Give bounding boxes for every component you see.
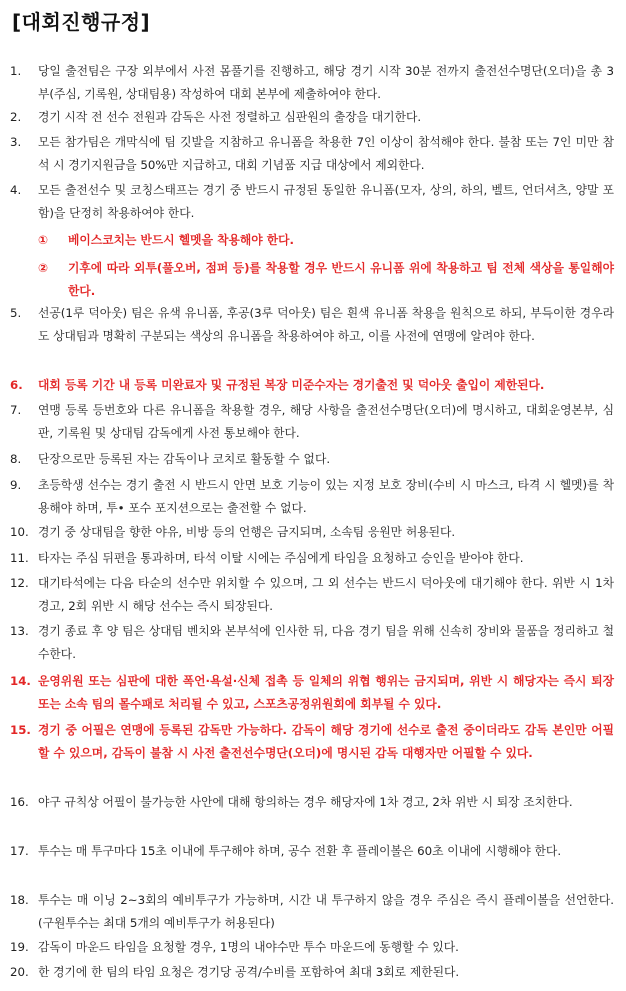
rule-number: 6. bbox=[10, 378, 23, 392]
rule-text: 모든 참가팀은 개막식에 팀 깃발을 지참하고 유니폼을 착용한 7인 이상이 참석해야 한다. 불참 또는 7인 미만 참석 시 경기지원금을 50%만 지급하고, 대회 기념품 지급 대상에서 제외한다. bbox=[38, 135, 614, 172]
rule-text: 선공(1루 덕아웃) 팀은 유색 유니폼, 후공(3루 덕아웃) 팀은 흰색 유니폼 착용을 원칙으로 하되, 부득이한 경우라도 상대팀과 명확히 구분되는 색상의 유니폼을 착용하여야 하고, 이를 사전에 연맹에 알려야 한다. bbox=[38, 306, 614, 343]
subrule-item-1 bbox=[38, 229, 614, 252]
rule-number: 10. bbox=[10, 525, 29, 539]
rule-item-12 bbox=[10, 572, 614, 618]
rule-number: 15. bbox=[10, 723, 31, 737]
rule-number: 4. bbox=[10, 183, 22, 197]
rule-text: 야구 규칙상 어필이 불가능한 사안에 대해 항의하는 경우 해당자에 1차 경고, 2차 위반 시 퇴장 조치한다. bbox=[38, 795, 573, 809]
rule-number: 2. bbox=[10, 110, 22, 124]
rule-number: 1. bbox=[10, 64, 22, 78]
rule-text: 운영위원 또는 심판에 대한 폭언·욕설·신체 접촉 등 일체의 위협 행위는 금지되며, 위반 시 해당자는 즉시 퇴장 또는 소속 팀의 몰수패로 처리될 수 있고, 스포츠공정위원회에 회부될 수 있다. bbox=[38, 674, 614, 711]
rule-item-6 bbox=[10, 374, 614, 397]
rule-item-8 bbox=[10, 448, 614, 471]
subrule-text: 기후에 따라 외투(풀오버, 점퍼 등)를 착용할 경우 반드시 유니폼 위에 착용하고 팀 전체 색상을 통일해야 한다. bbox=[68, 261, 614, 298]
rule-number: 5. bbox=[10, 306, 22, 320]
rule-number: 8. bbox=[10, 452, 22, 466]
rule-item-14 bbox=[10, 670, 614, 716]
page-title: [대회진행규정] bbox=[12, 10, 151, 34]
rule-number: 12. bbox=[10, 576, 29, 590]
rule-item-18 bbox=[10, 889, 614, 935]
rule-item-7 bbox=[10, 399, 614, 445]
rule-item-2 bbox=[10, 106, 614, 129]
rule-text: 경기 중 상대팀을 향한 야유, 비방 등의 언행은 금지되며, 소속팀 응원만 허용된다. bbox=[38, 525, 456, 539]
rule-item-15 bbox=[10, 719, 614, 765]
rule-text: 초등학생 선수는 경기 출전 시 반드시 안면 보호 기능이 있는 지정 보호 장비(수비 시 마스크, 타격 시 헬멧)를 착용해야 하며, 투• 포수 포지션으로는 출전할 수 없다. bbox=[38, 478, 614, 515]
rule-text: 단장으로만 등록된 자는 감독이나 코치로 활동할 수 없다. bbox=[38, 452, 331, 466]
rule-number: 14. bbox=[10, 674, 31, 688]
rule-text: 당일 출전팀은 구장 외부에서 사전 몸풀기를 진행하고, 해당 경기 시작 30분 전까지 출전선수명단(오더)을 총 3부(주심, 기록원, 상대팀용) 작성하여 대회 본부에 제출하여야 한다. bbox=[38, 64, 614, 101]
rule-text: 경기 종료 후 양 팀은 상대팀 벤치와 본부석에 인사한 뒤, 다음 경기 팀을 위해 신속히 장비와 물품을 정리하고 철수한다. bbox=[38, 624, 614, 661]
rule-number: 7. bbox=[10, 403, 22, 417]
rule-number: 19. bbox=[10, 940, 29, 954]
rule-item-13 bbox=[10, 620, 614, 666]
rule-item-20 bbox=[10, 961, 614, 984]
rule-text: 투수는 매 투구마다 15초 이내에 투구해야 하며, 공수 전환 후 플레이볼은 60초 이내에 시행해야 한다. bbox=[38, 844, 562, 858]
subrule-marker: ② bbox=[38, 261, 48, 275]
rule-item-1 bbox=[10, 60, 614, 106]
rule-text: 모든 출전선수 및 코칭스태프는 경기 중 반드시 규정된 동일한 유니폼(모자, 상의, 하의, 벨트, 언더셔츠, 양말 포함)을 단정히 착용하여야 한다. bbox=[38, 183, 614, 220]
rule-item-17 bbox=[10, 840, 614, 863]
rule-text: 경기 중 어필은 연맹에 등록된 감독만 가능하다. 감독이 해당 경기에 선수로 출전 중이더라도 감독 본인만 어필할 수 있으며, 감독이 불참 시 사전 출전선수명단(오더)에 명시된 감독 대행자만 어필할 수 있다. bbox=[38, 723, 614, 760]
rule-item-5 bbox=[10, 302, 614, 348]
rule-number: 18. bbox=[10, 893, 29, 907]
rule-number: 9. bbox=[10, 478, 22, 492]
rule-text: 투수는 매 이닝 2~3회의 예비투구가 가능하며, 시간 내 투구하지 않을 경우 주심은 즉시 플레이볼을 선언한다. (구원투수는 최대 5개의 예비투구가 허용된다) bbox=[38, 893, 614, 930]
rule-item-11 bbox=[10, 547, 614, 570]
rule-text: 대회 등록 기간 내 등록 미완료자 및 규정된 복장 미준수자는 경기출전 및 덕아웃 출입이 제한된다. bbox=[38, 378, 545, 392]
rule-number: 11. bbox=[10, 551, 29, 565]
rule-text: 한 경기에 한 팀의 타임 요청은 경기당 공격/수비를 포함하여 최대 3회로 제한된다. bbox=[38, 965, 460, 979]
rule-text: 감독이 마운드 타임을 요청할 경우, 1명의 내야수만 투수 마운드에 동행할 수 있다. bbox=[38, 940, 459, 954]
rule-number: 3. bbox=[10, 135, 22, 149]
rule-number: 17. bbox=[10, 844, 29, 858]
rule-text: 연맹 등록 등번호와 다른 유니폼을 착용할 경우, 해당 사항을 출전선수명단(오더)에 명시하고, 대회운영본부, 심판, 기록원 및 상대팀 감독에게 사전 통보해야 한다. bbox=[38, 403, 614, 440]
rule-text: 대기타석에는 다음 타순의 선수만 위치할 수 있으며, 그 외 선수는 반드시 덕아웃에 대기해야 한다. 위반 시 1차 경고, 2회 위반 시 해당 선수는 즉시 퇴장된다. bbox=[38, 576, 614, 613]
rule-item-16 bbox=[10, 791, 614, 814]
rule-text: 타자는 주심 뒤편을 통과하며, 타석 이탈 시에는 주심에게 타임을 요청하고 승인을 받아야 한다. bbox=[38, 551, 524, 565]
rule-item-3 bbox=[10, 131, 614, 177]
subrule-text: 베이스코치는 반드시 헬멧을 착용해야 한다. bbox=[68, 233, 295, 247]
rule-number: 13. bbox=[10, 624, 29, 638]
rule-item-10 bbox=[10, 521, 614, 544]
rule-text: 경기 시작 전 선수 전원과 감독은 사전 정렬하고 심판원의 출장을 대기한다. bbox=[38, 110, 422, 124]
rule-number: 20. bbox=[10, 965, 29, 979]
rule-item-19 bbox=[10, 936, 614, 959]
subrule-marker: ① bbox=[38, 233, 48, 247]
subrule-item-2 bbox=[38, 257, 614, 303]
rule-number: 16. bbox=[10, 795, 29, 809]
rule-item-4 bbox=[10, 179, 614, 225]
rule-item-9 bbox=[10, 474, 614, 520]
